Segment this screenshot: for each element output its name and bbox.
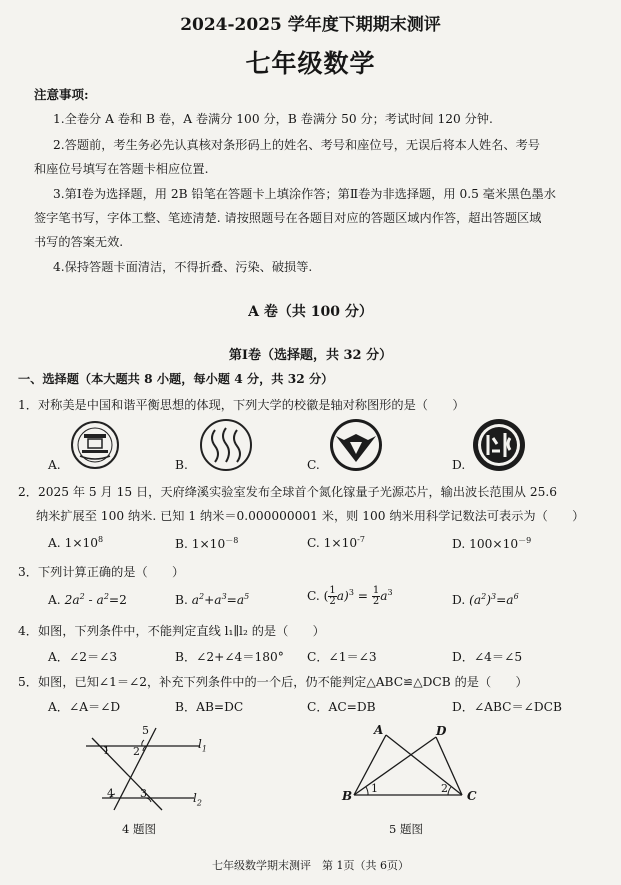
q4-option-a[interactable]: A．∠2＝∠3 [48, 650, 118, 664]
q5-option-c[interactable]: C．AC=DB [307, 700, 376, 714]
q1-stem: 1．对称美是中国和谐平衡思想的体现，下列大学的校徽是轴对称图形的是（ ） [18, 398, 465, 412]
q5-option-b[interactable]: B．AB=DC [175, 700, 244, 714]
section-a-heading: A 卷（共 100 分） [248, 304, 373, 320]
page-footer: 七年级数学期末测评 第 1页（共 6页） [212, 859, 409, 872]
q1-option-b[interactable]: B. [175, 458, 188, 472]
q3-option-d[interactable]: D. $(a^2)^3=a^6$ [452, 592, 519, 608]
fig5-angle-2-label: 2 [441, 782, 448, 795]
fig4-caption: 4 题图 [122, 822, 156, 836]
q4-stem: 4．如图，下列条件中，不能判定直线 l₁∥l₂ 的是（ ） [18, 624, 325, 638]
university-logo-d-icon [471, 418, 527, 472]
university-logo-a-icon [66, 420, 124, 470]
q3-option-b[interactable]: B. $a^2+a^3=a^5$ [175, 592, 250, 608]
q1-option-c[interactable]: C. [307, 458, 320, 472]
q1-option-d[interactable]: D. [452, 458, 466, 472]
fig4-angle-2-label: 2 [133, 745, 140, 758]
note-line: 签字笔书写，字体工整、笔迹清楚. 请按照题号在各题目对应的答题区域内作答，超出答题区域 [34, 211, 542, 225]
fig5-point-a-label: A [374, 723, 384, 737]
figure-5-diagram [340, 725, 480, 805]
q5-option-d[interactable]: D．∠ABC＝∠DCB [452, 700, 562, 714]
note-line: 和座位号填写在答题卡相应位置. [34, 162, 209, 176]
q2-option-d[interactable]: D. $100\times 10^{-9}$ [452, 536, 532, 552]
fig5-caption: 5 题图 [389, 822, 423, 836]
university-logo-b-icon [197, 418, 255, 472]
mc-heading: 一、选择题（本大题共 8 小题，每小题 4 分，共 32 分） [18, 372, 334, 386]
notes-heading: 注意事项: [34, 87, 89, 102]
q4-option-d[interactable]: D．∠4＝∠5 [452, 650, 523, 664]
q4-option-b[interactable]: B．∠2+∠4＝180° [175, 650, 284, 664]
q4-option-c[interactable]: C．∠1＝∠3 [307, 650, 377, 664]
note-line: 书写的答案无效. [34, 235, 124, 249]
q3-stem: 3．下列计算正确的是（ ） [18, 565, 185, 579]
note-line: 4.保持答题卡面清洁，不得折叠、污染、破损等. [53, 260, 313, 274]
q5-stem: 5．如图，已知∠1＝∠2，补充下列条件中的一个后，仍不能判定△ABC≌△DCB 的是（ ） [18, 675, 528, 689]
note-line: 1.全卷分 A 卷和 B 卷，A 卷满分 100 分，B 卷满分 50 分；考试时间 120 分钟. [53, 112, 493, 126]
fig4-angle-4-label: 4 [107, 787, 114, 800]
q3-option-c[interactable]: C. ( $\frac{1}{2}$ a)$^3$ = $\frac{1}{2}$ $a^3$ [307, 585, 393, 607]
q2-option-a[interactable]: A. $1\times 10^8$ [48, 535, 104, 551]
note-line: 3.第Ⅰ卷为选择题，用 2B 铅笔在答题卡上填涂作答；第Ⅱ卷为非选择题，用 0.5 毫米黑色墨水 [53, 187, 556, 201]
fig5-point-b-label: B [342, 789, 353, 803]
subject-title: 七年级数学 [245, 49, 376, 78]
fig4-line-l2-label: $l_2$ [193, 791, 202, 808]
fig5-point-d-label: D [436, 724, 447, 738]
q2-option-c[interactable]: C. $1\times 10^{-7}$ [307, 535, 365, 551]
q3-option-a[interactable]: A. $2a^2 - a^2=2$ [48, 592, 127, 608]
exam-title: 2024-2025 学年度下期期末测评 [180, 15, 441, 35]
fig5-point-c-label: C [467, 789, 477, 803]
part1-heading: 第Ⅰ卷（选择题，共 32 分） [228, 348, 393, 363]
note-line: 2.答题前，考生务必先认真核对条形码上的姓名、考号和座位号，无误后将本人姓名、考号 [53, 138, 540, 152]
fig4-angle-3-label: 3 [140, 787, 147, 800]
q2-stem-line2: 纳米扩展至 100 纳米. 已知 1 纳米＝0.000000001 米，则 100 纳米用科学记数法可表示为（ ） [36, 509, 585, 523]
q2-stem-line1: 2．2025 年 5 月 15 日，天府绛溪实验室发布全球首个氮化镓量子光源芯片，输出波长范围从 25.6 [18, 485, 557, 499]
fig4-line-l1-label: $l_1$ [198, 737, 207, 754]
fig4-angle-5-label: 5 [142, 724, 149, 737]
q2-option-b[interactable]: B. $1\times 10^{-8}$ [175, 536, 239, 552]
university-logo-c-icon [328, 418, 384, 472]
q5-option-a[interactable]: A．∠A＝∠D [48, 700, 121, 714]
fig5-angle-1-label: 1 [371, 782, 378, 795]
fig4-angle-1-label: 1 [103, 744, 110, 757]
q1-option-a[interactable]: A. [48, 458, 61, 472]
